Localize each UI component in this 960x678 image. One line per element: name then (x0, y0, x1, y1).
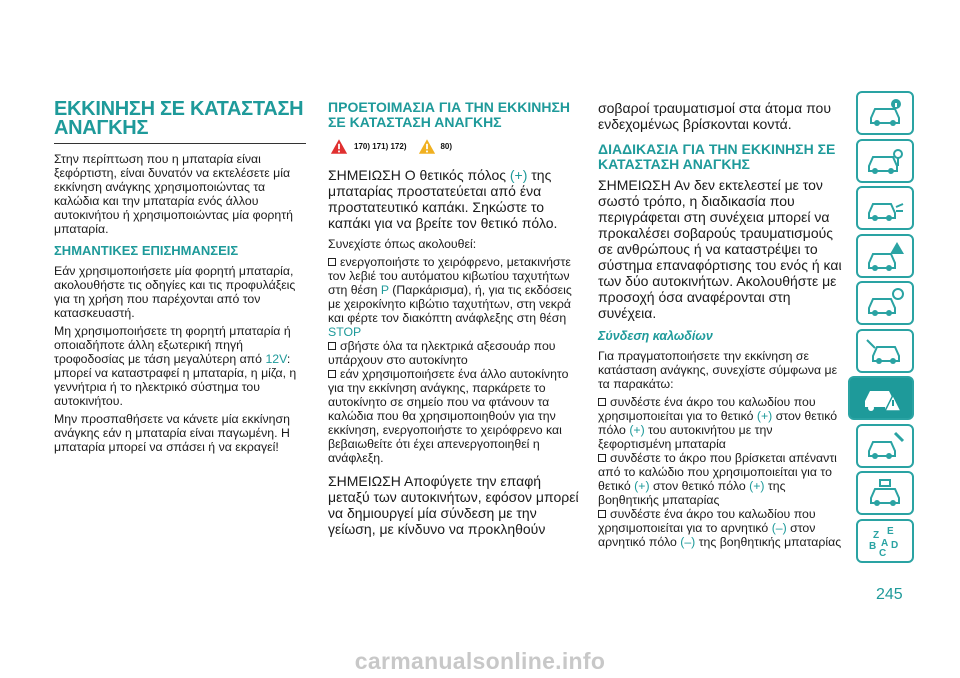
portable-battery-paragraph: Εάν χρησιμοποιήσετε μία φορητή μπαταρία, ακολουθήστε τις οδηγίες και τις προφυλάξεις για τη χρήση που παρέχονται από τον κατασκευαστή. (54, 264, 296, 320)
wrench-car-icon (865, 286, 905, 320)
voltage-warning-paragraph: Μη χρησιμοποιήσετε τη φορητή μπαταρία ή οποιαδήποτε άλλη εξωτερική πηγή τροφοδοσίας με τάση μεγαλύτερη από 12V: μπορεί να καταστραφεί η μπαταρία, η μίζα, η γεννήτρια ή το ηλεκτρικό σύστημα του αυτοκινήτου. (54, 324, 297, 408)
list-item: συνδέστε ένα άκρο του καλωδίου που χρησιμοποιείται για το αρνητικό (–) στον αρνητικό πόλο (–) της βοηθητικής μπαταρίας (598, 507, 842, 549)
warning-triangle-icon (330, 138, 348, 155)
list-item: ενεργοποιήστε το χειρόφρενο, μετακινήστε τον λεβιέ του αυτόματου κιβωτίου ταχυτήτων στη θέση P (Παρκάρισμα), ή, για τις εκδόσεις με χειροκίνητο κιβώτιο ταχυτήτων, στη νεκρά και φέρτε τον διακόπτη ανάφλεξης στη θέση STOP (328, 255, 572, 339)
car-key-icon (865, 144, 905, 178)
checkbox-bullet-icon (328, 258, 336, 266)
tech-specs-icon (865, 476, 905, 510)
list-item: συνδέστε το άκρο που βρίσκεται απέναντι από το καλώδιο που χρησιμοποιείται για το θετικό (+) στον θετικό πόλο (+) της βοηθητικής μπαταρίας (598, 451, 837, 507)
tab-index-letters[interactable] (856, 519, 914, 563)
preparation-heading: ΠΡΟΕΤΟΙΜΑΣΙΑ ΓΙΑ ΤΗΝ ΕΚΚΙΝΗΣΗ ΣΕ ΚΑΤΑΣΤΑΣΗ ΑΝΑΓΚΗΣ (328, 99, 570, 130)
car-warning-icon (865, 239, 905, 273)
tab-tow-car[interactable] (856, 329, 914, 373)
steps-intro: Συνεχίστε όπως ακολουθεί: (328, 237, 477, 251)
info-triangle-icon (418, 138, 436, 155)
svg-text:C: C (879, 547, 887, 558)
car-light-icon (865, 191, 905, 225)
column-1 (54, 100, 306, 458)
tow-car-icon (865, 334, 905, 368)
checkbox-bullet-icon (598, 454, 606, 462)
tab-car-warning[interactable] (856, 234, 914, 278)
important-notes-heading: ΣΗΜΑΝΤΙΚΕΣ ΕΠΙΣΗΜΑΝΣΕΙΣ (54, 243, 239, 258)
tab-wrench-car[interactable] (856, 281, 914, 325)
checkbox-bullet-icon (598, 510, 606, 518)
car-info-icon (865, 96, 905, 130)
list-item: εάν χρησιμοποιήσετε ένα άλλο αυτοκίνητο για την εκκίνηση ανάγκης, παρκάρετε το αυτοκίνητο σε σημείο που να φτάνουν τα καλώδια που θα χρησιμοποιηθούν για την εκκίνηση, ενεργοποιήστε το χειρόφρενο και βεβαιωθείτε ότι έχει απενεργοποιηθεί η ανάφλεξη. (328, 367, 569, 465)
tab-car-info[interactable] (856, 91, 914, 135)
procedure-heading: ΔΙΑΔΙΚΑΣΙΑ ΓΙΑ ΤΗΝ ΕΚΚΙΝΗΣΗ ΣΕ ΚΑΤΑΣΤΑΣΗ ΑΝΑΓΚΗΣ (598, 141, 836, 172)
svg-text:D: D (891, 539, 899, 551)
positive-pole-note: ΣΗΜΕΙΩΣΗ Ο θετικός πόλος (+) της μπαταρίας προστατεύεται από ένα προστατευτικό καπάκι. Σηκώστε το καπάκι για να βρείτε τον θετικό πόλο. (328, 167, 558, 231)
car-service-icon (865, 429, 905, 463)
tab-car-light[interactable] (856, 186, 914, 230)
title-divider (54, 143, 306, 144)
frozen-battery-paragraph: Μην προσπαθήσετε να κάνετε μία εκκίνηση ανάγκης εάν η μπαταρία είναι παγωμένη. Η μπαταρία μπορεί να σπάσει ή να εκραγεί! (54, 412, 290, 454)
index-letters-icon (865, 524, 905, 558)
warning-references: 170) 171) 172) 80) (330, 135, 580, 157)
section-title: ΕΚΚΙΝΗΣΗ ΣΕ ΚΑΤΑΣΤΑΣΗ ΑΝΑΓΚΗΣ (54, 98, 304, 139)
tab-car-emergency[interactable] (848, 376, 914, 420)
tab-car-service[interactable] (856, 424, 914, 468)
continuation-text: σοβαροί τραυματισμοί στα άτομα που ενδεχομένως βρίσκονται κοντά. (598, 100, 831, 132)
column-2 (328, 100, 580, 543)
cable-connection-heading: Σύνδεση καλωδίων (598, 329, 713, 343)
svg-text:A: A (881, 537, 889, 549)
car-emergency-icon (861, 381, 901, 415)
procedure-note: ΣΗΜΕΙΩΣΗ Αν δεν εκτελεστεί με τον σωστό τρόπο, η διαδικασία που περιγράφεται στη συνέχεια μπορεί να προκαλέσει σοβαρούς τραυματισμούς σε ανθρώπους ή να καταστρέψει το σύστημα επαναφόρτισης του ενός ή και των δύο αυτοκινήτων. Ακολουθήστε με προσοχή όσα αναφέρονται στη συνέχεια. (598, 177, 842, 321)
tab-tech-specs[interactable] (856, 471, 914, 515)
checkbox-bullet-icon (328, 342, 336, 350)
tab-car-key[interactable] (856, 139, 914, 183)
svg-text:Z: Z (873, 529, 880, 541)
svg-text:E: E (887, 525, 894, 537)
checkbox-bullet-icon (598, 398, 606, 406)
intro-paragraph: Στην περίπτωση που η μπαταρία είναι ξεφόρτιστη, είναι δυνατόν να εκτελέσετε μία εκκίνηση ανάγκης χρησιμοποιώντας τα καλώδια και την μπαταρία ενός άλλου αυτοκινήτου ή χρησιμοποιώντας μία φορητή μπαταρία. (54, 152, 293, 236)
chapter-tabs (856, 91, 916, 566)
column-3 (598, 100, 848, 549)
list-item: σβήστε όλα τα ηλεκτρικά αξεσουάρ που υπάρχουν στο αυτοκίνητο (328, 339, 556, 367)
contact-warning-note: ΣΗΜΕΙΩΣΗ Αποφύγετε την επαφή μεταξύ των αυτοκινήτων, εφόσον μπορεί να δημιουργεί μία σύνδεση με την γείωση, με κίνδυνο να προκληθούν (328, 473, 579, 537)
watermark: carmanualsonline.info (354, 648, 606, 674)
svg-text:B: B (869, 540, 877, 552)
list-item: συνδέστε ένα άκρο του καλωδίου που χρησιμοποιείται για το θετικό (+) στον θετικό πόλο (+) του αυτοκινήτου με την ξεφορτισμένη μπαταρία (598, 395, 838, 451)
connection-intro: Για πραγματοποιήσετε την εκκίνηση σε κατάσταση ανάγκης, συνεχίστε σύμφωνα με τα παρακάτω: (598, 349, 838, 391)
page-number: 245 (876, 586, 903, 603)
checkbox-bullet-icon (328, 370, 336, 378)
